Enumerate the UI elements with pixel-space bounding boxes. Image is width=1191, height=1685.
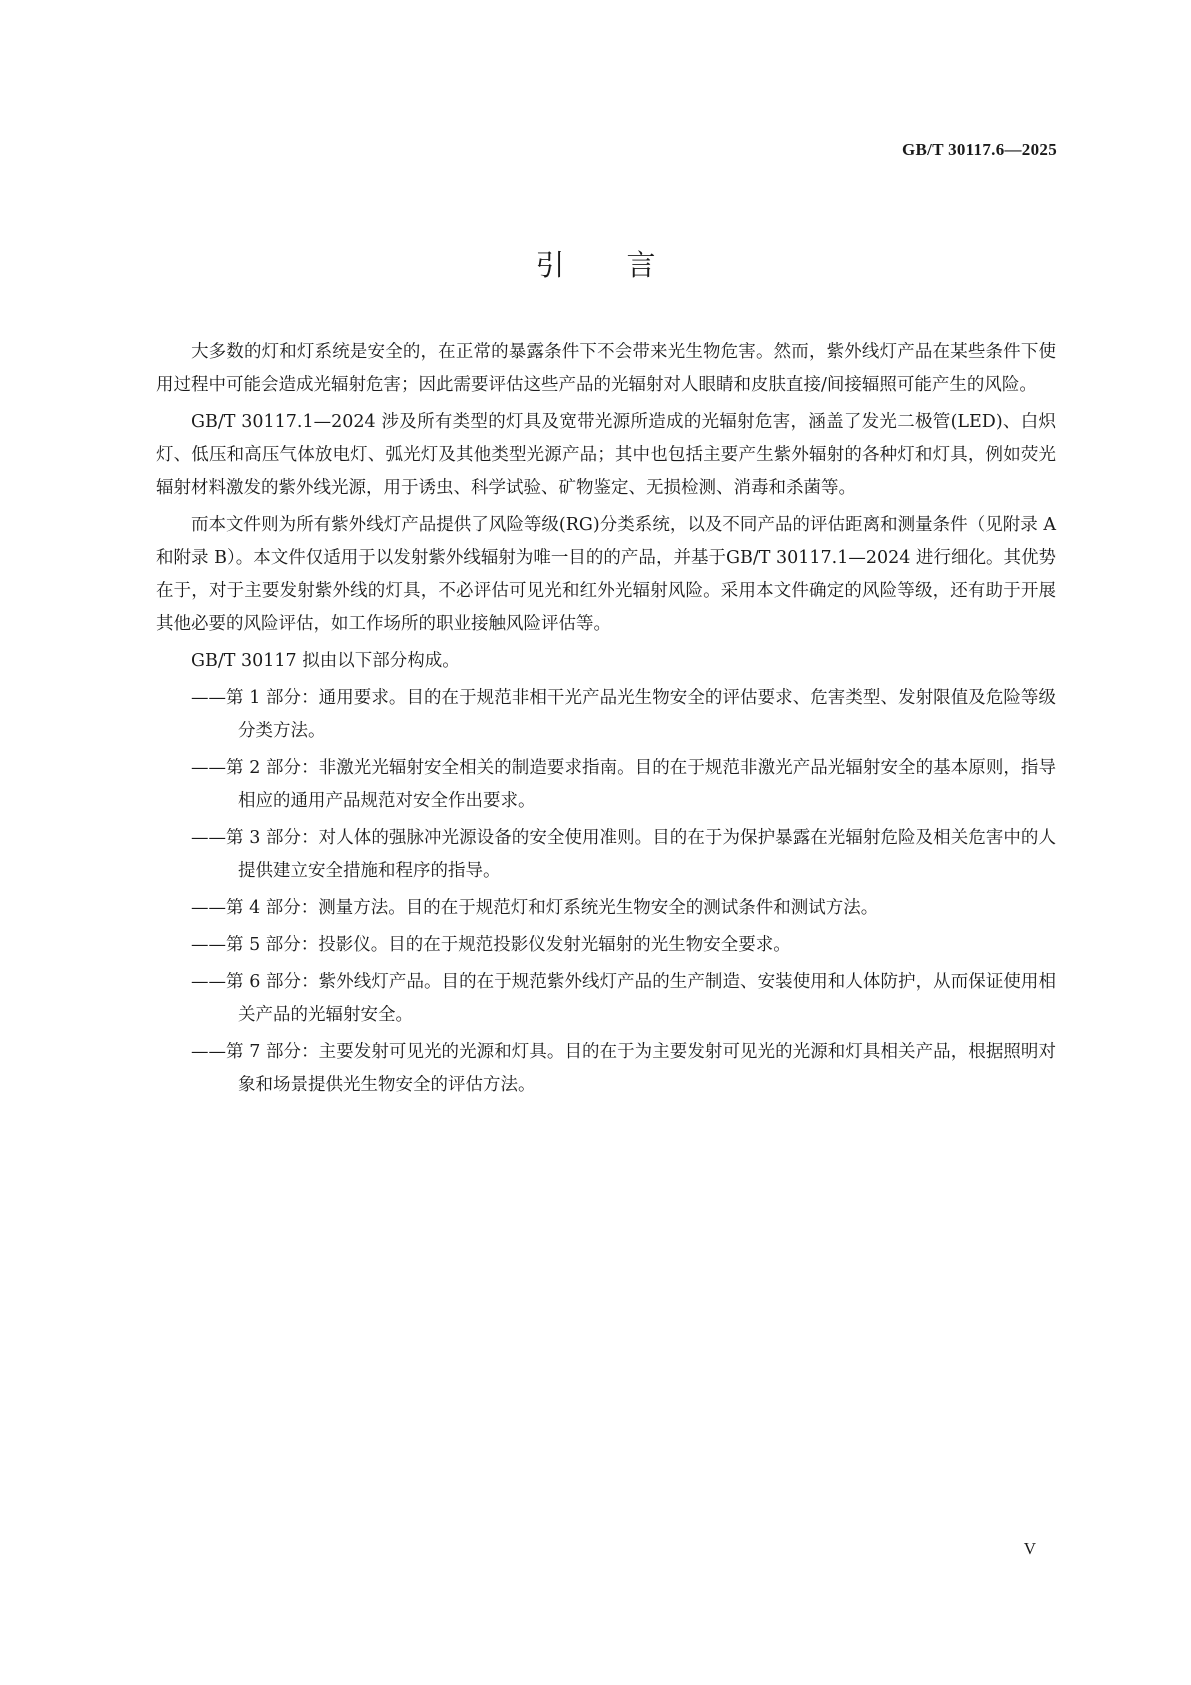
parts-list xyxy=(156,682,1056,1102)
list-item-part-4: ——第 4 部分：测量方法。目的在于规范灯和灯系统光生物安全的测试条件和测试方法。 xyxy=(191,898,879,918)
standard-code: GB/T 30117.6—2025 xyxy=(902,140,1057,159)
list-item-part-3: ——第 3 部分：对人体的强脉冲光源设备的安全使用准则。目的在于为保护暴露在光辐射危险及相关危害中的人提供建立安全措施和程序的指导。 xyxy=(191,828,1056,881)
list-item-part-1: ——第 1 部分：通用要求。目的在于规范非相干光产品光生物安全的评估要求、危害类型、发射限值及危险等级分类方法。 xyxy=(191,688,1056,741)
introduction-body xyxy=(156,336,1056,1106)
list-item-part-7: ——第 7 部分：主要发射可见光的光源和灯具。目的在于为主要发射可见光的光源和灯具相关产品，根据照明对象和场景提供光生物安全的评估方法。 xyxy=(191,1042,1056,1095)
list-item-part-5: ——第 5 部分：投影仪。目的在于规范投影仪发射光辐射的光生物安全要求。 xyxy=(191,935,791,955)
list-item-part-2: ——第 2 部分：非激光光辐射安全相关的制造要求指南。目的在于规范非激光产品光辐射安全的基本原则，指导相应的通用产品规范对安全作出要求。 xyxy=(191,758,1056,811)
paragraph: GB/T 30117.1—2024 涉及所有类型的灯具及宽带光源所造成的光辐射危害，涵盖了发光二极管(LED)、白炽灯、低压和高压气体放电灯、弧光灯及其他类型光源产品；其中也包括主要产生紫外辐射的各种灯和灯具，例如荧光辐射材料激发的紫外线光源，用于诱虫、科学试验、矿物鉴定、无损检测、消毒和杀菌等。 xyxy=(156,412,1056,498)
section-title: 引言 xyxy=(535,248,718,282)
paragraph: GB/T 30117 拟由以下部分构成。 xyxy=(191,651,460,671)
page-number: V xyxy=(1023,1539,1036,1558)
paragraph: 大多数的灯和灯系统是安全的，在正常的暴露条件下不会带来光生物危害。然而，紫外线灯产品在某些条件下使用过程中可能会造成光辐射危害；因此需要评估这些产品的光辐射对人眼睛和皮肤直接/间接辐照可能产生的风险。 xyxy=(156,342,1056,395)
list-item-part-6: ——第 6 部分：紫外线灯产品。目的在于规范紫外线灯产品的生产制造、安装使用和人体防护，从而保证使用相关产品的光辐射安全。 xyxy=(191,972,1056,1025)
paragraph: 而本文件则为所有紫外线灯产品提供了风险等级(RG)分类系统，以及不同产品的评估距离和测量条件（见附录 A 和附录 B）。本文件仅适用于以发射紫外线辐射为唯一目的的产品，并基于GB/T 30117.1—2024 进行细化。其优势在于，对于主要发射紫外线的灯具，不必评估可见光和红外光辐射风险。采用本文件确定的风险等级，还有助于开展其他必要的风险评估，如工作场所的职业接触风险评估等。 xyxy=(156,515,1056,634)
